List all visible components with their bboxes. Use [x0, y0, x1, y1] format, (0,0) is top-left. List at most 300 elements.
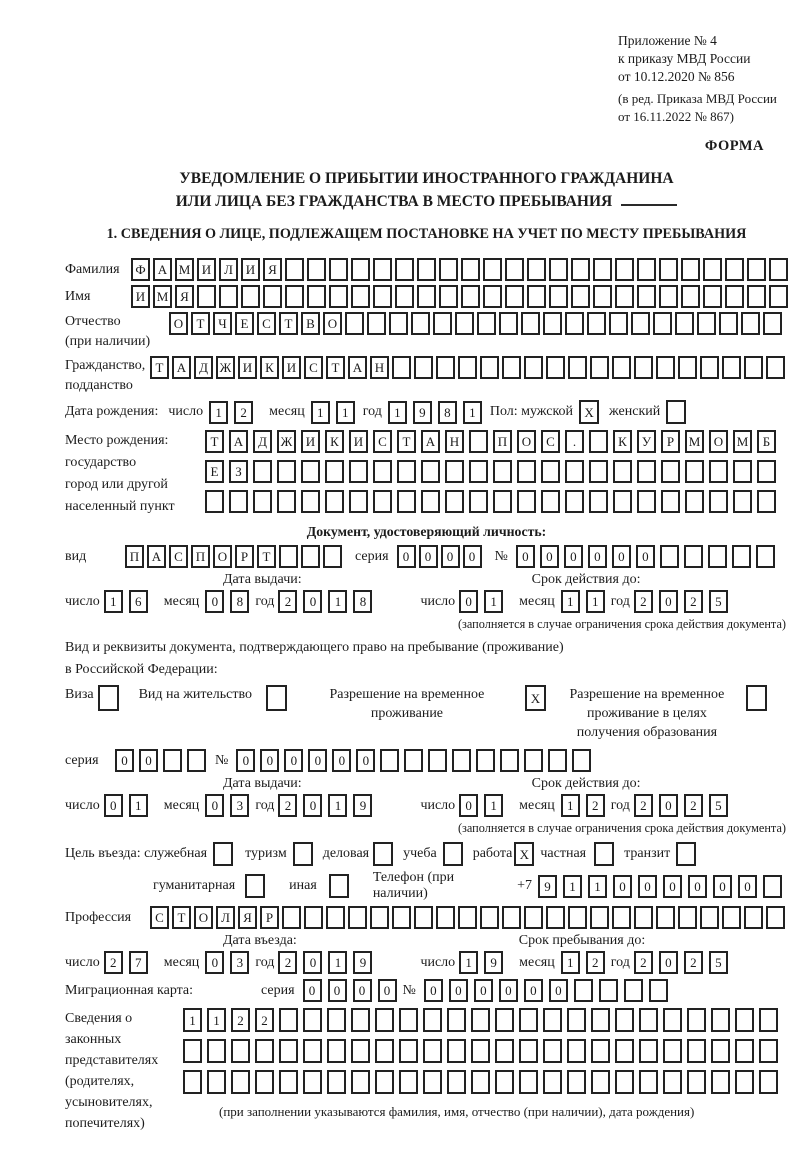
- form-cell[interactable]: [681, 285, 700, 308]
- form-cell[interactable]: [527, 285, 546, 308]
- form-cell[interactable]: 0: [353, 979, 372, 1002]
- form-cell[interactable]: [229, 490, 248, 513]
- form-cell[interactable]: [493, 490, 512, 513]
- form-cell[interactable]: 2: [634, 951, 653, 974]
- form-cell[interactable]: [351, 285, 370, 308]
- form-cell[interactable]: [266, 685, 287, 711]
- form-cell[interactable]: [367, 312, 386, 335]
- form-cell[interactable]: [493, 460, 512, 483]
- form-cell[interactable]: [746, 685, 767, 711]
- form-cell[interactable]: 0: [459, 794, 478, 817]
- form-cell[interactable]: [163, 749, 182, 772]
- form-cell[interactable]: [445, 460, 464, 483]
- form-cell[interactable]: 0: [284, 749, 303, 772]
- form-cell[interactable]: М: [733, 430, 752, 453]
- form-cell[interactable]: [423, 1039, 442, 1063]
- form-cell[interactable]: [433, 312, 452, 335]
- form-cell[interactable]: 2: [634, 794, 653, 817]
- form-cell[interactable]: 0: [419, 545, 438, 568]
- form-cell[interactable]: 8: [230, 590, 249, 613]
- form-cell[interactable]: [397, 460, 416, 483]
- form-cell[interactable]: 9: [353, 951, 372, 974]
- form-cell[interactable]: [351, 258, 370, 281]
- form-cell[interactable]: 1: [561, 590, 580, 613]
- form-cell[interactable]: [255, 1070, 274, 1094]
- form-cell[interactable]: [685, 490, 704, 513]
- form-cell[interactable]: [572, 749, 591, 772]
- form-cell[interactable]: [590, 356, 609, 379]
- form-cell[interactable]: 0: [659, 590, 678, 613]
- form-cell[interactable]: [759, 1039, 778, 1063]
- form-cell[interactable]: [500, 749, 519, 772]
- form-cell[interactable]: 0: [303, 590, 322, 613]
- form-cell[interactable]: 0: [738, 875, 757, 898]
- form-cell[interactable]: [612, 906, 631, 929]
- form-cell[interactable]: [653, 312, 672, 335]
- form-cell[interactable]: [747, 258, 766, 281]
- form-cell[interactable]: 0: [612, 545, 631, 568]
- form-cell[interactable]: [675, 312, 694, 335]
- form-cell[interactable]: [639, 1070, 658, 1094]
- form-cell[interactable]: [436, 356, 455, 379]
- form-cell[interactable]: [543, 1039, 562, 1063]
- form-cell[interactable]: [697, 312, 716, 335]
- form-cell[interactable]: 9: [484, 951, 503, 974]
- form-cell[interactable]: [392, 356, 411, 379]
- form-cell[interactable]: Я: [263, 258, 282, 281]
- form-cell[interactable]: [436, 906, 455, 929]
- form-cell[interactable]: [279, 545, 298, 568]
- form-cell[interactable]: [663, 1039, 682, 1063]
- form-cell[interactable]: 0: [713, 875, 732, 898]
- form-cell[interactable]: [207, 1070, 226, 1094]
- form-cell[interactable]: [637, 285, 656, 308]
- form-cell[interactable]: 1: [463, 401, 482, 424]
- form-cell[interactable]: [399, 1039, 418, 1063]
- form-cell[interactable]: 0: [636, 545, 655, 568]
- form-cell[interactable]: И: [301, 430, 320, 453]
- form-cell[interactable]: [411, 312, 430, 335]
- form-cell[interactable]: 0: [613, 875, 632, 898]
- form-cell[interactable]: [483, 258, 502, 281]
- form-cell[interactable]: [678, 356, 697, 379]
- form-cell[interactable]: [279, 1039, 298, 1063]
- form-cell[interactable]: 0: [205, 951, 224, 974]
- form-cell[interactable]: [663, 1008, 682, 1032]
- form-cell[interactable]: [375, 1039, 394, 1063]
- form-cell[interactable]: [733, 460, 752, 483]
- form-cell[interactable]: 5: [709, 951, 728, 974]
- form-cell[interactable]: [766, 356, 785, 379]
- form-cell[interactable]: Н: [370, 356, 389, 379]
- form-cell[interactable]: [543, 312, 562, 335]
- form-cell[interactable]: [649, 979, 668, 1002]
- form-cell[interactable]: А: [229, 430, 248, 453]
- form-cell[interactable]: И: [238, 356, 257, 379]
- form-cell[interactable]: 0: [474, 979, 493, 1002]
- form-cell[interactable]: [301, 545, 320, 568]
- form-cell[interactable]: И: [197, 258, 216, 281]
- form-cell[interactable]: [594, 842, 614, 866]
- form-cell[interactable]: [549, 285, 568, 308]
- form-cell[interactable]: 0: [516, 545, 535, 568]
- form-cell[interactable]: [461, 285, 480, 308]
- form-cell[interactable]: [399, 1008, 418, 1032]
- form-cell[interactable]: [303, 1070, 322, 1094]
- form-cell[interactable]: 1: [484, 590, 503, 613]
- form-cell[interactable]: [663, 1070, 682, 1094]
- form-cell[interactable]: [681, 258, 700, 281]
- form-cell[interactable]: [687, 1039, 706, 1063]
- form-cell[interactable]: [613, 490, 632, 513]
- form-cell[interactable]: [397, 490, 416, 513]
- form-cell[interactable]: [756, 545, 775, 568]
- form-cell[interactable]: [519, 1039, 538, 1063]
- form-cell[interactable]: [219, 285, 238, 308]
- form-cell[interactable]: [591, 1039, 610, 1063]
- form-cell[interactable]: 0: [205, 794, 224, 817]
- form-cell[interactable]: [349, 460, 368, 483]
- form-cell[interactable]: [285, 285, 304, 308]
- form-cell[interactable]: [759, 1008, 778, 1032]
- form-cell[interactable]: П: [191, 545, 210, 568]
- form-cell[interactable]: [502, 906, 521, 929]
- form-cell[interactable]: [443, 842, 463, 866]
- form-cell[interactable]: 2: [278, 951, 297, 974]
- form-cell[interactable]: [524, 356, 543, 379]
- form-cell[interactable]: Е: [235, 312, 254, 335]
- form-cell[interactable]: [609, 312, 628, 335]
- form-cell[interactable]: [375, 1070, 394, 1094]
- form-cell[interactable]: [615, 258, 634, 281]
- form-cell[interactable]: [423, 1070, 442, 1094]
- form-cell[interactable]: [763, 875, 782, 898]
- form-cell[interactable]: [639, 1039, 658, 1063]
- form-cell[interactable]: [703, 258, 722, 281]
- form-cell[interactable]: [499, 312, 518, 335]
- form-cell[interactable]: [399, 1070, 418, 1094]
- form-cell[interactable]: [759, 1070, 778, 1094]
- form-cell[interactable]: И: [131, 285, 150, 308]
- form-cell[interactable]: 1: [459, 951, 478, 974]
- form-cell[interactable]: [565, 460, 584, 483]
- form-cell[interactable]: [231, 1070, 250, 1094]
- form-cell[interactable]: [735, 1039, 754, 1063]
- form-cell[interactable]: [323, 545, 342, 568]
- form-cell[interactable]: [375, 1008, 394, 1032]
- form-cell[interactable]: [469, 430, 488, 453]
- form-cell[interactable]: [568, 906, 587, 929]
- form-cell[interactable]: [735, 1008, 754, 1032]
- form-cell[interactable]: [231, 1039, 250, 1063]
- form-cell[interactable]: 0: [424, 979, 443, 1002]
- form-cell[interactable]: [725, 285, 744, 308]
- form-cell[interactable]: [744, 906, 763, 929]
- form-cell[interactable]: 1: [129, 794, 148, 817]
- form-cell[interactable]: 0: [499, 979, 518, 1002]
- form-cell[interactable]: [661, 460, 680, 483]
- form-cell[interactable]: А: [153, 258, 172, 281]
- form-cell[interactable]: 0: [303, 979, 322, 1002]
- form-cell[interactable]: [546, 906, 565, 929]
- form-cell[interactable]: 0: [356, 749, 375, 772]
- form-cell[interactable]: [684, 545, 703, 568]
- form-cell[interactable]: [615, 1008, 634, 1032]
- form-cell[interactable]: [700, 906, 719, 929]
- form-cell[interactable]: 2: [586, 951, 605, 974]
- form-cell[interactable]: 0: [115, 749, 134, 772]
- form-cell[interactable]: [732, 545, 751, 568]
- form-cell[interactable]: [471, 1070, 490, 1094]
- form-cell[interactable]: [615, 1039, 634, 1063]
- form-cell[interactable]: [766, 906, 785, 929]
- form-cell[interactable]: 0: [303, 794, 322, 817]
- form-cell[interactable]: [656, 356, 675, 379]
- form-cell[interactable]: М: [175, 258, 194, 281]
- form-cell[interactable]: [373, 285, 392, 308]
- form-cell[interactable]: [634, 906, 653, 929]
- form-cell[interactable]: [593, 285, 612, 308]
- form-cell[interactable]: О: [169, 312, 188, 335]
- form-cell[interactable]: 2: [231, 1008, 250, 1032]
- form-cell[interactable]: [733, 490, 752, 513]
- form-cell[interactable]: 0: [564, 545, 583, 568]
- form-cell[interactable]: [517, 460, 536, 483]
- form-cell[interactable]: [285, 258, 304, 281]
- form-cell[interactable]: С: [304, 356, 323, 379]
- form-cell[interactable]: [541, 490, 560, 513]
- form-cell[interactable]: .: [565, 430, 584, 453]
- form-cell[interactable]: [373, 460, 392, 483]
- form-cell[interactable]: [495, 1070, 514, 1094]
- form-cell[interactable]: [639, 1008, 658, 1032]
- form-cell[interactable]: [711, 1008, 730, 1032]
- form-cell[interactable]: [458, 356, 477, 379]
- form-cell[interactable]: [445, 490, 464, 513]
- form-cell[interactable]: [637, 460, 656, 483]
- form-cell[interactable]: Л: [219, 258, 238, 281]
- form-cell[interactable]: X: [514, 842, 534, 866]
- form-cell[interactable]: А: [348, 356, 367, 379]
- form-cell[interactable]: [327, 1008, 346, 1032]
- form-cell[interactable]: И: [349, 430, 368, 453]
- form-cell[interactable]: Ф: [131, 258, 150, 281]
- form-cell[interactable]: 5: [709, 590, 728, 613]
- form-cell[interactable]: [253, 490, 272, 513]
- form-cell[interactable]: С: [373, 430, 392, 453]
- form-cell[interactable]: 0: [328, 979, 347, 1002]
- form-cell[interactable]: Ч: [213, 312, 232, 335]
- form-cell[interactable]: [301, 490, 320, 513]
- form-cell[interactable]: [599, 979, 618, 1002]
- form-cell[interactable]: Д: [194, 356, 213, 379]
- form-cell[interactable]: [469, 460, 488, 483]
- form-cell[interactable]: [519, 1070, 538, 1094]
- form-cell[interactable]: [590, 906, 609, 929]
- form-cell[interactable]: М: [685, 430, 704, 453]
- form-cell[interactable]: [439, 285, 458, 308]
- form-cell[interactable]: 1: [561, 951, 580, 974]
- form-cell[interactable]: 1: [207, 1008, 226, 1032]
- form-cell[interactable]: [349, 490, 368, 513]
- form-cell[interactable]: [587, 312, 606, 335]
- form-cell[interactable]: [741, 312, 760, 335]
- form-cell[interactable]: [282, 906, 301, 929]
- form-cell[interactable]: [571, 258, 590, 281]
- form-cell[interactable]: [183, 1039, 202, 1063]
- form-cell[interactable]: [447, 1008, 466, 1032]
- form-cell[interactable]: 2: [278, 590, 297, 613]
- form-cell[interactable]: [757, 460, 776, 483]
- form-cell[interactable]: К: [613, 430, 632, 453]
- form-cell[interactable]: 0: [588, 545, 607, 568]
- form-cell[interactable]: [447, 1039, 466, 1063]
- form-cell[interactable]: X: [579, 400, 599, 424]
- form-cell[interactable]: [480, 356, 499, 379]
- form-cell[interactable]: 5: [709, 794, 728, 817]
- form-cell[interactable]: З: [229, 460, 248, 483]
- form-cell[interactable]: [304, 906, 323, 929]
- form-cell[interactable]: [519, 1008, 538, 1032]
- form-cell[interactable]: [404, 749, 423, 772]
- form-cell[interactable]: [414, 906, 433, 929]
- form-cell[interactable]: К: [325, 430, 344, 453]
- form-cell[interactable]: А: [421, 430, 440, 453]
- form-cell[interactable]: 3: [230, 951, 249, 974]
- form-cell[interactable]: [428, 749, 447, 772]
- form-cell[interactable]: [637, 258, 656, 281]
- form-cell[interactable]: [505, 285, 524, 308]
- form-cell[interactable]: Т: [191, 312, 210, 335]
- form-cell[interactable]: [725, 258, 744, 281]
- form-cell[interactable]: 1: [563, 875, 582, 898]
- form-cell[interactable]: 2: [278, 794, 297, 817]
- form-cell[interactable]: [389, 312, 408, 335]
- form-cell[interactable]: [541, 460, 560, 483]
- form-cell[interactable]: В: [301, 312, 320, 335]
- form-cell[interactable]: [567, 1039, 586, 1063]
- form-cell[interactable]: 2: [255, 1008, 274, 1032]
- form-cell[interactable]: О: [323, 312, 342, 335]
- form-cell[interactable]: П: [125, 545, 144, 568]
- form-cell[interactable]: Т: [326, 356, 345, 379]
- form-cell[interactable]: [711, 1070, 730, 1094]
- form-cell[interactable]: 0: [463, 545, 482, 568]
- form-cell[interactable]: [458, 906, 477, 929]
- form-cell[interactable]: 0: [378, 979, 397, 1002]
- form-cell[interactable]: С: [150, 906, 169, 929]
- form-cell[interactable]: [345, 312, 364, 335]
- form-cell[interactable]: [373, 490, 392, 513]
- form-cell[interactable]: И: [241, 258, 260, 281]
- form-cell[interactable]: [279, 1008, 298, 1032]
- form-cell[interactable]: 8: [438, 401, 457, 424]
- form-cell[interactable]: [527, 258, 546, 281]
- form-cell[interactable]: И: [282, 356, 301, 379]
- form-cell[interactable]: [307, 258, 326, 281]
- form-cell[interactable]: [687, 1008, 706, 1032]
- form-cell[interactable]: [421, 490, 440, 513]
- form-cell[interactable]: [634, 356, 653, 379]
- form-cell[interactable]: О: [194, 906, 213, 929]
- form-cell[interactable]: [447, 1070, 466, 1094]
- form-cell[interactable]: [703, 285, 722, 308]
- form-cell[interactable]: [303, 1008, 322, 1032]
- form-cell[interactable]: [624, 979, 643, 1002]
- form-cell[interactable]: [483, 285, 502, 308]
- form-cell[interactable]: [568, 356, 587, 379]
- form-cell[interactable]: Ж: [277, 430, 296, 453]
- form-cell[interactable]: 7: [129, 951, 148, 974]
- form-cell[interactable]: [380, 749, 399, 772]
- form-cell[interactable]: [279, 1070, 298, 1094]
- form-cell[interactable]: [325, 490, 344, 513]
- form-cell[interactable]: [678, 906, 697, 929]
- form-cell[interactable]: 0: [449, 979, 468, 1002]
- form-cell[interactable]: [589, 430, 608, 453]
- form-cell[interactable]: [329, 285, 348, 308]
- form-cell[interactable]: [307, 285, 326, 308]
- form-cell[interactable]: [631, 312, 650, 335]
- form-cell[interactable]: Я: [238, 906, 257, 929]
- form-cell[interactable]: 0: [236, 749, 255, 772]
- form-cell[interactable]: [301, 460, 320, 483]
- form-cell[interactable]: [392, 906, 411, 929]
- form-cell[interactable]: 0: [139, 749, 158, 772]
- form-cell[interactable]: [593, 258, 612, 281]
- form-cell[interactable]: 2: [684, 794, 703, 817]
- form-cell[interactable]: 0: [638, 875, 657, 898]
- form-cell[interactable]: [471, 1008, 490, 1032]
- form-cell[interactable]: [187, 749, 206, 772]
- form-cell[interactable]: [708, 545, 727, 568]
- form-cell[interactable]: 1: [104, 590, 123, 613]
- form-cell[interactable]: 0: [303, 951, 322, 974]
- form-cell[interactable]: 0: [104, 794, 123, 817]
- form-cell[interactable]: [615, 285, 634, 308]
- form-cell[interactable]: [373, 842, 393, 866]
- form-cell[interactable]: 0: [688, 875, 707, 898]
- form-cell[interactable]: [263, 285, 282, 308]
- form-cell[interactable]: [471, 1039, 490, 1063]
- form-cell[interactable]: 1: [209, 401, 228, 424]
- form-cell[interactable]: [722, 906, 741, 929]
- form-cell[interactable]: Р: [235, 545, 254, 568]
- form-cell[interactable]: [98, 685, 119, 711]
- form-cell[interactable]: [348, 906, 367, 929]
- form-cell[interactable]: Т: [279, 312, 298, 335]
- form-cell[interactable]: А: [147, 545, 166, 568]
- form-cell[interactable]: Ж: [216, 356, 235, 379]
- form-cell[interactable]: [213, 842, 233, 866]
- form-cell[interactable]: 2: [634, 590, 653, 613]
- form-cell[interactable]: Л: [216, 906, 235, 929]
- form-cell[interactable]: [685, 460, 704, 483]
- form-cell[interactable]: [417, 258, 436, 281]
- form-cell[interactable]: Я: [175, 285, 194, 308]
- form-cell[interactable]: [477, 312, 496, 335]
- form-cell[interactable]: 1: [328, 590, 347, 613]
- form-cell[interactable]: Т: [150, 356, 169, 379]
- form-cell[interactable]: С: [169, 545, 188, 568]
- form-cell[interactable]: [687, 1070, 706, 1094]
- form-cell[interactable]: [469, 490, 488, 513]
- form-cell[interactable]: 1: [183, 1008, 202, 1032]
- form-cell[interactable]: 1: [336, 401, 355, 424]
- form-cell[interactable]: [661, 490, 680, 513]
- form-cell[interactable]: 1: [328, 794, 347, 817]
- form-cell[interactable]: [769, 258, 788, 281]
